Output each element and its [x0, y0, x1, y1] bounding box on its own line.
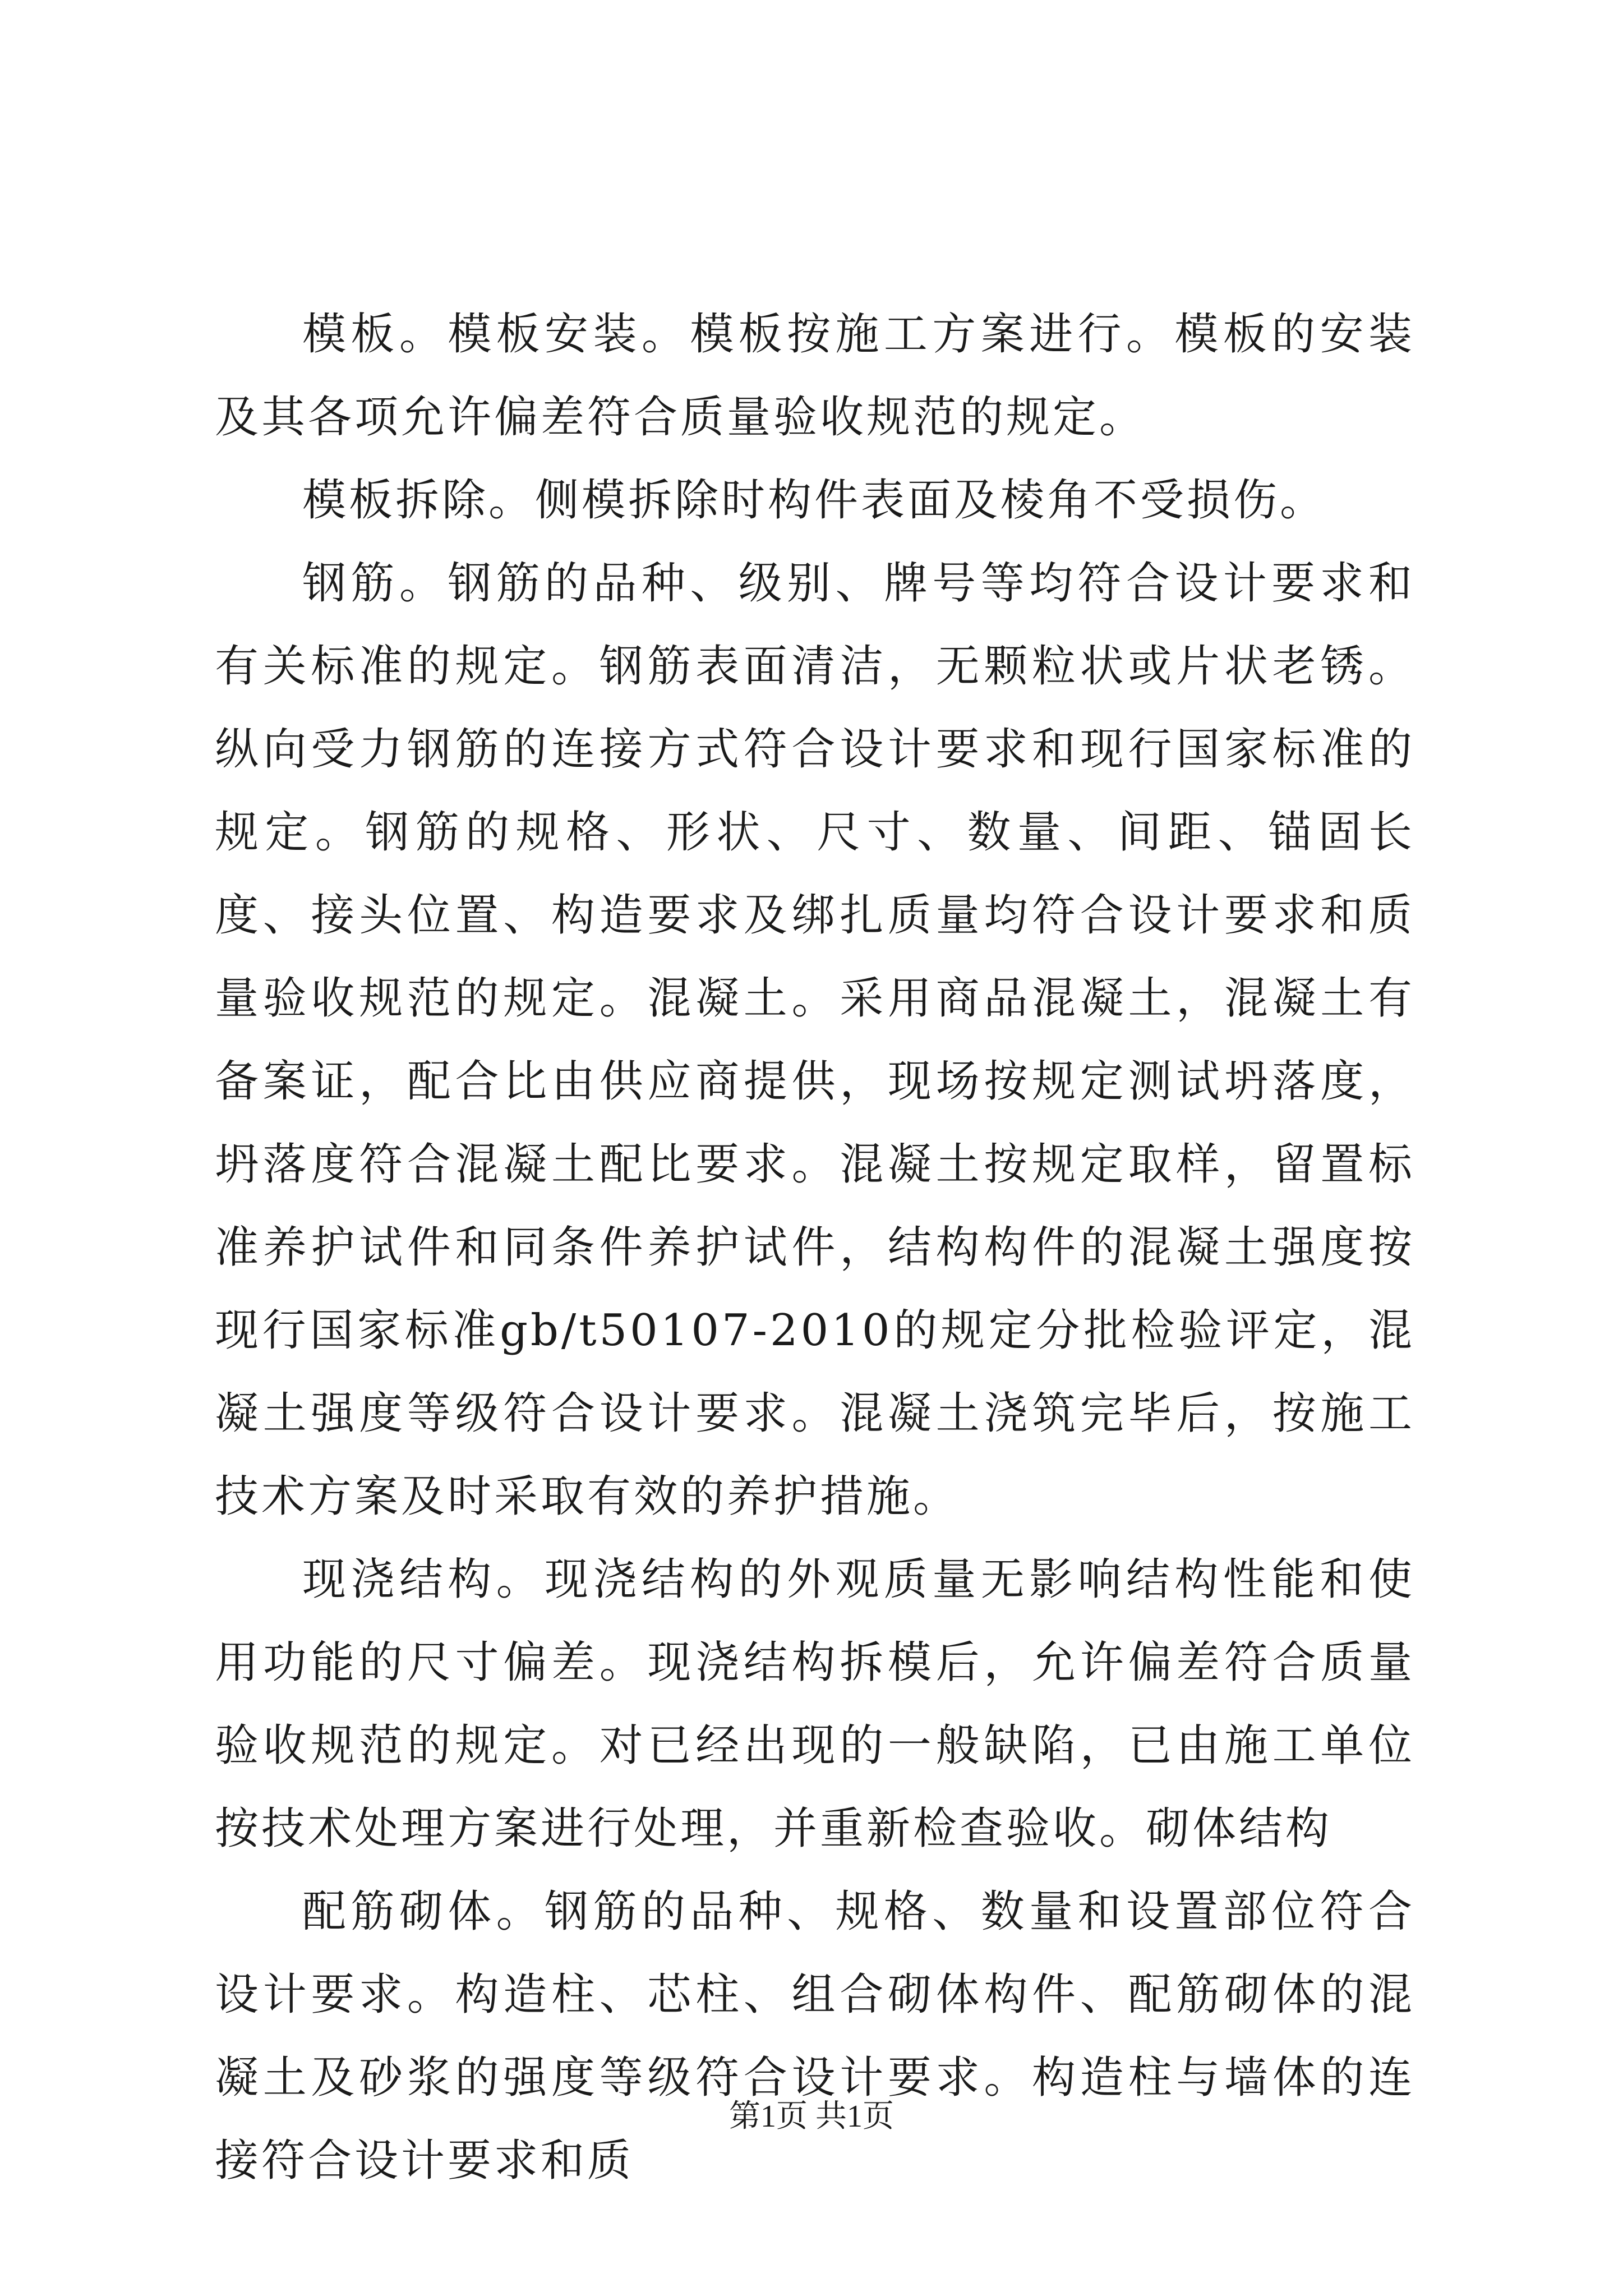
paragraph-reinforced-masonry: 配筋砌体。钢筋的品种、规格、数量和设置部位符合设计要求。构造柱、芯柱、组合砌体构件、配筋砌体的混凝土及砂浆的强度等级符合设计要求。构造柱与墙体的连接符合设计要求和质 [215, 1887, 1415, 2186]
paragraph-rebar-concrete: 钢筋。钢筋的品种、级别、牌号等均符合设计要求和有关标准的规定。钢筋表面清洁，无颗粒状或片状老锈。纵向受力钢筋的连接方式符合设计要求和现行国家标准的规定。钢筋的规格、形状、尺寸、数量、间距、锚固长度、接头位置、构造要求及绑扎质量均符合设计要求和质量验收规范的规定。混凝土。采用商品混凝土，混凝土有备案证，配合比由供应商提供，现场按规定测试坍落度，坍落度符合混凝土配比要求。混凝土按规定取样，留置标准养护试件和同条件养护试件，结构构件的混凝土强度按现行国家标准gb/t50107-2010的规定分批检验评定，混凝土强度等级符合设计要求。混凝土浇筑完毕后，按施工技术方案及时采取有效的养护措施。 [215, 558, 1415, 1522]
page-footer: 第1页 共1页 [729, 2099, 894, 2134]
document-body [215, 293, 1415, 2202]
paragraph-formwork-removal: 模板拆除。侧模拆除时构件表面及棱角不受损伤。 [302, 475, 1327, 526]
paragraph-formwork: 模板。模板安装。模板按施工方案进行。模板的安装及其各项允许偏差符合质量验收规范的规定。 [215, 309, 1415, 443]
paragraph-cast-in-place: 现浇结构。现浇结构的外观质量无影响结构性能和使用功能的尺寸偏差。现浇结构拆模后，允许偏差符合质量验收规范的规定。对已经出现的一般缺陷，已由施工单位按技术处理方案进行处理，并重新检查验收。砌体结构 [215, 1554, 1415, 1854]
